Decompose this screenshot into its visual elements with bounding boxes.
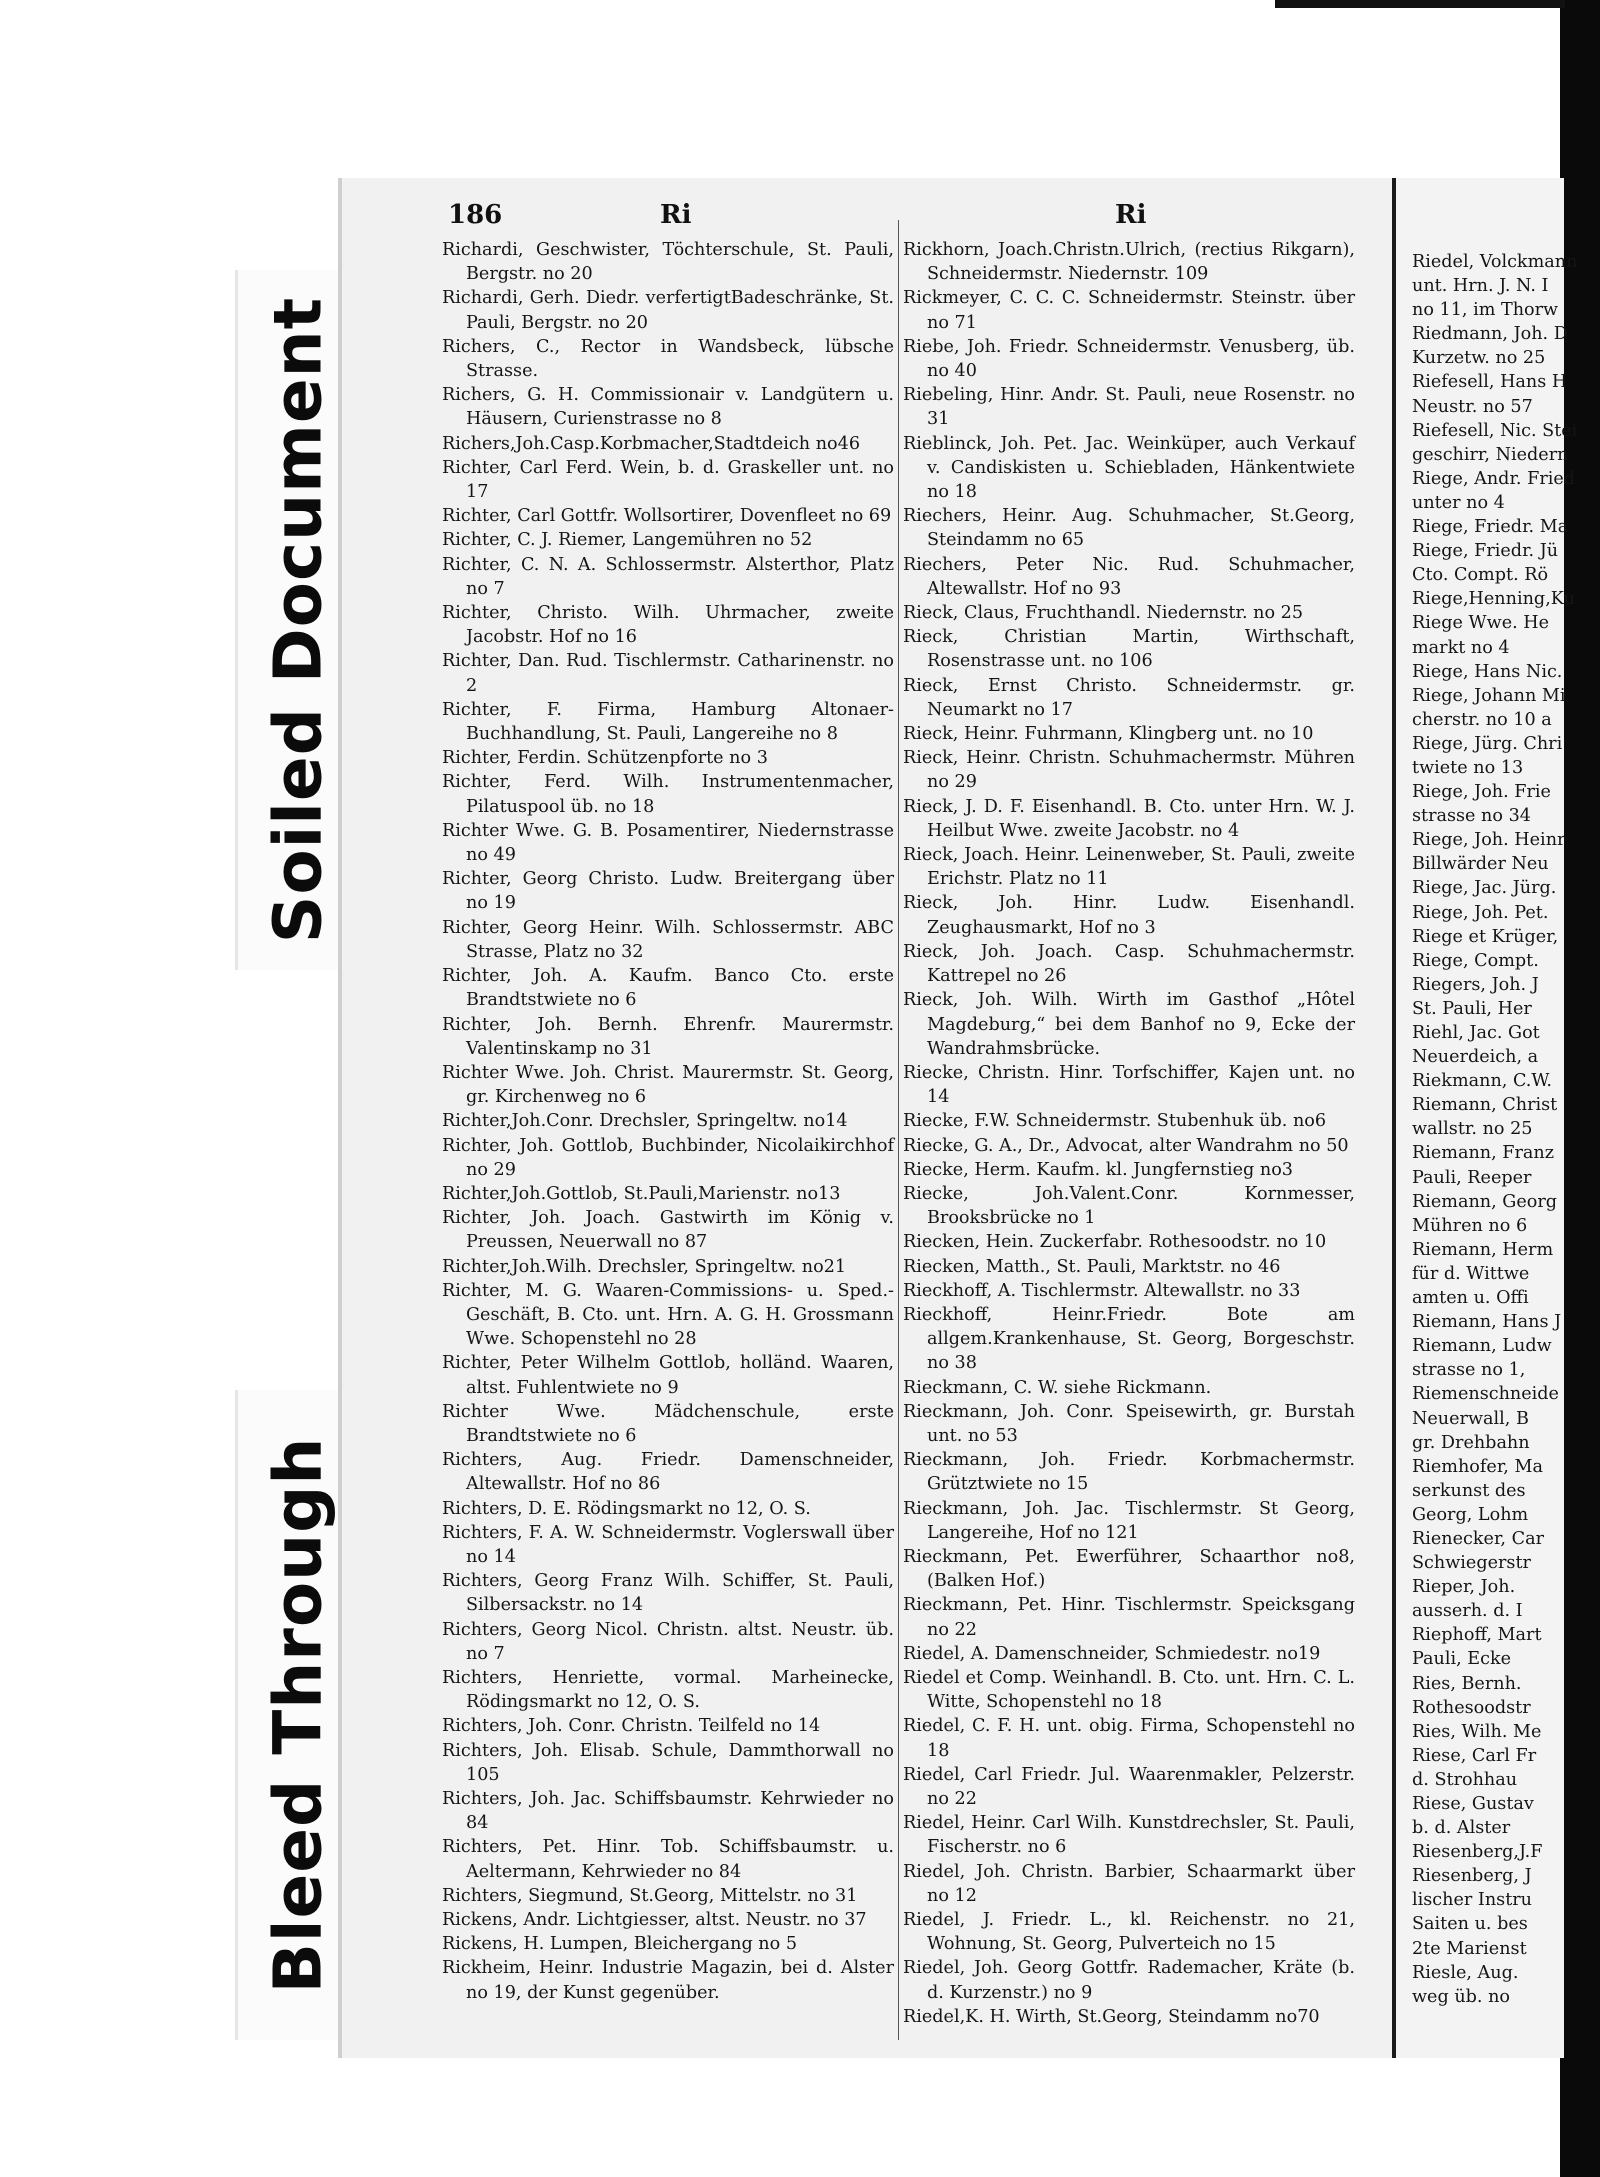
directory-entry: Riege Wwe. He [1412, 613, 1550, 634]
directory-entry: Neuerdeich, a [1412, 1047, 1539, 1068]
directory-entry: Rieckmann, Joh. Jac. Tischlermstr. St Georg, Langereihe, Hof no 121 [903, 1498, 1355, 1543]
directory-entry: Riemann, Ludw [1412, 1336, 1552, 1357]
directory-entry: Riefesell, Hans H [1412, 372, 1568, 393]
directory-entry: Richters, Aug. Friedr. Damenschneider, Altewallstr. Hof no 86 [442, 1450, 894, 1495]
directory-entry: Riephoff, Mart [1412, 1625, 1542, 1646]
directory-entry: lischer Instru [1412, 1890, 1533, 1911]
directory-entry: Pauli, Reeper [1412, 1167, 1532, 1188]
directory-entry: Riese, Gustav [1412, 1794, 1534, 1814]
directory-entry: Riesenberg, J [1412, 1866, 1532, 1887]
directory-entry: Richter, Georg Heinr. Wilh. Schlossermstr. ABC Strasse, Platz no 32 [442, 917, 894, 962]
directory-entry: Cto. Compt. Rö [1412, 565, 1549, 586]
directory-entry: Riege, Friedr. Jü [1412, 541, 1559, 562]
directory-entry: d. Strohhau [1412, 1769, 1518, 1790]
directory-entry: Riedel, C. F. H. unt. obig. Firma, Schopenstehl no 18 [903, 1716, 1355, 1761]
directory-entry: Riege, Friedr. Ma [1412, 517, 1569, 538]
directory-entry: Billwärder Neu [1412, 854, 1549, 875]
directory-entry: Richter, Christo. Wilh. Uhrmacher, zweite Jacobstr. Hof no 16 [442, 603, 894, 648]
directory-entry: wallstr. no 25 [1412, 1119, 1533, 1140]
directory-entry: Riedel, Joh. Georg Gottfr. Rademacher, Kräte (b. d. Kurzenstr.) no 9 [903, 1958, 1355, 2003]
directory-entry: Rieckhoff, A. Tischlermstr. Altewallstr. no 33 [903, 1280, 1301, 1301]
directory-entry: Rieck, Joach. Heinr. Leinenweber, St. Pauli, zweite Erichstr. Platz no 11 [903, 845, 1355, 890]
directory-entry: Richters, Joh. Conr. Christn. Teilfeld no 14 [442, 1716, 821, 1737]
directory-entry: Richter, C. N. A. Schlossermstr. Alsterthor, Platz no 7 [442, 554, 894, 599]
directory-entry: Riecke, F.W. Schneidermstr. Stubenhuk üb. no6 [903, 1111, 1327, 1132]
directory-entry: Riebeling, Hinr. Andr. St. Pauli, neue Rosenstr. no 31 [903, 385, 1355, 430]
directory-entry: Riemann, Franz [1412, 1143, 1555, 1164]
directory-entry: Riege, Jürg. Chri [1412, 733, 1563, 754]
directory-entry: Georg, Lohm [1412, 1504, 1529, 1525]
directory-entry: Rickens, H. Lumpen, Bleichergang no 5 [442, 1934, 798, 1955]
directory-entry: Rieckhoff, Heinr.Friedr. Bote am allgem.Krankenhause, St. Georg, Borgeschstr. no 38 [903, 1304, 1355, 1374]
directory-entry: Riege, Joh. Frie [1412, 782, 1551, 803]
directory-entry: Rieckmann, Pet. Hinr. Tischlermstr. Speicksgang no 22 [903, 1595, 1355, 1640]
directory-entry: Kurzetw. no 25 [1412, 348, 1546, 369]
directory-entry: Rieper, Joh. [1412, 1577, 1516, 1598]
directory-entry: Richters, D. E. Rödingsmarkt no 12, O. S. [442, 1498, 811, 1519]
directory-entry: ausserh. d. I [1412, 1601, 1523, 1622]
directory-entry: Rieck, Heinr. Christn. Schuhmachermstr. Mühren no 29 [903, 748, 1355, 793]
soiled-document-text: Soiled Document [259, 296, 337, 944]
directory-entry: Richter, Carl Ferd. Wein, b. d. Graskeller unt. no 17 [442, 457, 894, 503]
directory-entry: Rieck, Joh. Hinr. Ludw. Eisenhandl. Zeughausmarkt, Hof no 3 [903, 893, 1355, 938]
directory-entry: Riemenschneide [1412, 1384, 1559, 1405]
directory-entry: Rickmeyer, C. C. C. Schneidermstr. Steinstr. über no 71 [903, 288, 1355, 333]
directory-entry: Riebe, Joh. Friedr. Schneidermstr. Venusberg, üb. no 40 [903, 336, 1355, 382]
directory-entry: Riedel, Heinr. Carl Wilh. Kunstdrechsler, St. Pauli, Fischerstr. no 6 [903, 1813, 1355, 1858]
directory-entry: Richardi, Gerh. Diedr. verfertigtBadeschränke, St. Pauli, Bergstr. no 20 [442, 288, 894, 333]
directory-entry: Rieblinck, Joh. Pet. Jac. Weinküper, auch Verkauf v. Candiskisten u. Schiebladen, Hänkentwiete no 18 [903, 433, 1355, 503]
directory-entry: Riecke, G. A., Dr., Advocat, alter Wandrahm no 50 [903, 1135, 1349, 1156]
directory-entry: Richters, Joh. Elisab. Schule, Dammthorwall no 105 [442, 1740, 894, 1785]
directory-entry: Riege, Jac. Jürg. [1412, 878, 1557, 899]
directory-entry: Richter, Joh. A. Kaufm. Banco Cto. erste Brandtstwiete no 6 [442, 966, 894, 1011]
directory-entry: geschirr, Niedern [1412, 444, 1569, 465]
directory-entry: Riedel, Joh. Christn. Barbier, Schaarmarkt über no 12 [903, 1861, 1355, 1906]
directory-entry: Neustr. no 57 [1412, 396, 1533, 417]
directory-entry: Pauli, Ecke [1412, 1649, 1512, 1670]
directory-entry: Richter, Carl Gottfr. Wollsortirer, Dovenfleet no 69 [442, 506, 892, 527]
directory-entry: Riekmann, C.W. [1412, 1071, 1552, 1092]
directory-entry: Riecke, Herm. Kaufm. kl. Jungfernstieg no3 [903, 1159, 1294, 1180]
running-head-right: Ri [1115, 200, 1147, 230]
directory-entry: Riese, Carl Fr [1412, 1745, 1537, 1766]
directory-entry: Schwiegerstr [1412, 1553, 1531, 1574]
directory-entry: Richter, Dan. Rud. Tischlermstr. Catharinenstr. no 2 [442, 651, 894, 696]
directory-entry: Rieck, Joh. Joach. Casp. Schuhmachermstr. Kattrepel no 26 [903, 941, 1355, 987]
directory-entry: amten u. Offi [1412, 1288, 1529, 1309]
directory-entry: Richters, Pet. Hinr. Tob. Schiffsbaumstr. u. Aeltermann, Kehrwieder no 84 [442, 1837, 894, 1882]
directory-entry: St. Pauli, Her [1412, 998, 1532, 1019]
directory-entry: Rickhorn, Joach.Christn.Ulrich, (rectius Rikgarn), Schneidermstr. Niedernstr. 109 [903, 240, 1355, 285]
directory-entry: Riemann, Herm [1412, 1239, 1554, 1260]
directory-entry: weg üb. no [1412, 1986, 1511, 2007]
directory-entry: Riege, Andr. Fried [1412, 468, 1576, 489]
directory-entry: Richters, Georg Franz Wilh. Schiffer, St. Pauli, Silbersackstr. no 14 [442, 1571, 894, 1616]
directory-entry: Riedel, A. Damenschneider, Schmiedestr. no19 [903, 1643, 1321, 1664]
directory-entry: strasse no 34 [1412, 806, 1531, 827]
scan-top-edge [1275, 0, 1565, 8]
bleed-through-text: Bleed Through [259, 1436, 337, 1994]
directory-entry: Ries, Bernh. [1412, 1673, 1522, 1694]
directory-entry: Richter, Joh. Gottlob, Buchbinder, Nicolaikirchhof no 29 [442, 1135, 894, 1180]
directory-entry: Riege,Henning,Ku [1412, 589, 1575, 610]
directory-entry: serkunst des [1412, 1480, 1526, 1501]
directory-entry: Richters, Georg Nicol. Christn. altst. Neustr. üb. no 7 [442, 1619, 894, 1664]
directory-entry: Riemann, Hans J [1412, 1312, 1562, 1333]
directory-entry: Riedel, J. Friedr. L., kl. Reichenstr. no 21, Wohnung, St. Georg, Pulverteich no 15 [903, 1910, 1355, 1955]
directory-entry: Riecke, Joh.Valent.Conr. Kornmesser, Brooksbrücke no 1 [903, 1183, 1355, 1229]
directory-entry: für d. Wittwe [1412, 1263, 1530, 1284]
directory-entry: Riecken, Hein. Zuckerfabr. Rothesoodstr. no 10 [903, 1232, 1327, 1253]
directory-entry: markt no 4 [1412, 637, 1510, 658]
directory-column-left [442, 238, 894, 2005]
directory-entry: Riemhofer, Ma [1412, 1456, 1543, 1477]
directory-entry: Rieckmann, Joh. Conr. Speisewirth, gr. Burstah unt. no 53 [903, 1401, 1355, 1446]
directory-column-facing-page [1412, 250, 1600, 2009]
directory-entry: Richters, Siegmund, St.Georg, Mittelstr. no 31 [442, 1885, 858, 1906]
directory-entry: Richters, Joh. Jac. Schiffsbaumstr. Kehrwieder no 84 [442, 1789, 894, 1834]
directory-entry: Rieck, Heinr. Fuhrmann, Klingberg unt. no 10 [903, 724, 1314, 745]
directory-entry: Richers,Joh.Casp.Korbmacher,Stadtdeich no46 [442, 433, 861, 454]
directory-entry: Riege, Joh. Pet. [1412, 902, 1549, 923]
directory-entry: Richter, Joh. Bernh. Ehrenfr. Maurermstr. Valentinskamp no 31 [442, 1014, 894, 1059]
directory-entry: Richter, C. J. Riemer, Langemühren no 52 [442, 530, 813, 551]
directory-entry: Riechers, Peter Nic. Rud. Schuhmacher, Altewallstr. Hof no 93 [903, 554, 1355, 599]
directory-entry: Richter, Joh. Joach. Gastwirth im König v. Preussen, Neuerwall no 87 [442, 1208, 894, 1253]
directory-entry: Richters, F. A. W. Schneidermstr. Voglerswall über no 14 [442, 1522, 894, 1567]
directory-entry: Rieckmann, Pet. Ewerführer, Schaarthor no8, (Balken Hof.) [903, 1546, 1355, 1592]
directory-entry: Richter Wwe. Joh. Christ. Maurermstr. St. Georg, gr. Kirchenweg no 6 [442, 1062, 894, 1108]
directory-entry: Rickens, Andr. Lichtgiesser, altst. Neustr. no 37 [442, 1910, 867, 1931]
directory-entry: Riege, Joh. Heinr [1412, 830, 1566, 851]
directory-entry: cherstr. no 10 a [1412, 709, 1552, 730]
directory-entry: Riemann, Christ [1412, 1095, 1558, 1116]
directory-entry: Riesenberg,J.F [1412, 1842, 1543, 1863]
directory-entry: Riedel et Comp. Weinhandl. B. Cto. unt. Hrn. C. L. Witte, Schopenstehl no 18 [903, 1667, 1355, 1713]
directory-entry: gr. Drehbahn [1412, 1432, 1530, 1453]
directory-entry: Riemann, Georg [1412, 1191, 1558, 1212]
directory-entry: Neuerwall, B [1412, 1408, 1529, 1429]
directory-entry: Richardi, Geschwister, Töchterschule, St. Pauli, Bergstr. no 20 [442, 240, 894, 285]
directory-entry: no 11, im Thorw [1412, 300, 1559, 321]
directory-entry: Richers, C., Rector in Wandsbeck, lübsche Strasse. [442, 336, 894, 382]
directory-entry: Riehl, Jac. Got [1412, 1023, 1540, 1043]
directory-entry: Riege, Johann Mi [1412, 685, 1566, 706]
directory-entry: Richter, Peter Wilhelm Gottlob, holländ. Waaren, altst. Fuhlentwiete no 9 [442, 1353, 894, 1398]
directory-entry: Riege, Hans Nic. [1412, 661, 1563, 682]
directory-entry: twiete no 13 [1412, 757, 1524, 778]
directory-entry: Riechers, Heinr. Aug. Schuhmacher, St.Georg, Steindamm no 65 [903, 506, 1355, 551]
directory-entry: Riegers, Joh. J [1412, 974, 1539, 995]
directory-entry: Rieckmann, Joh. Friedr. Korbmachermstr. Grütztwiete no 15 [903, 1450, 1355, 1495]
directory-entry: Riege, Compt. [1412, 950, 1539, 971]
directory-entry: Mühren no 6 [1412, 1215, 1528, 1236]
directory-entry: Richter,Joh.Gottlob, St.Pauli,Marienstr. no13 [442, 1183, 841, 1204]
directory-entry: Richter, Ferd. Wilh. Instrumentenmacher, Pilatuspool üb. no 18 [442, 772, 894, 817]
directory-entry: Rieck, Christian Martin, Wirthschaft, Rosenstrasse unt. no 106 [903, 627, 1355, 672]
directory-entry: 2te Marienst [1412, 1938, 1527, 1959]
page-number: 186 [448, 200, 503, 230]
directory-entry: Rieck, Joh. Wilh. Wirth im Gasthof „Hôtel Magdeburg,“ bei dem Banhof no 9, Ecke der Wandrahmsbrücke. [903, 990, 1355, 1059]
directory-entry: Richter, F. Firma, Hamburg Altonaer-Buchhandlung, St. Pauli, Langereihe no 8 [442, 699, 894, 745]
directory-entry: Rickheim, Heinr. Industrie Magazin, bei d. Alster no 19, der Kunst gegenüber. [442, 1958, 894, 2003]
directory-entry: Ries, Wilh. Me [1412, 1721, 1542, 1742]
directory-entry: unt. Hrn. J. N. I [1412, 276, 1549, 297]
directory-column-right [903, 238, 1355, 2029]
directory-entry: Richter Wwe. Mädchenschule, erste Brandtstwiete no 6 [442, 1401, 894, 1446]
directory-entry: Richter,Joh.Conr. Drechsler, Springeltw. no14 [442, 1111, 848, 1132]
directory-entry: Rieck, Claus, Fruchthandl. Niedernstr. no 25 [903, 603, 1304, 624]
directory-entry: Rieck, Ernst Christo. Schneidermstr. gr. Neumarkt no 17 [903, 675, 1355, 720]
directory-entry: Riedel,K. H. Wirth, St.Georg, Steindamm no70 [903, 2006, 1320, 2027]
directory-entry: Richter,Joh.Wilh. Drechsler, Springeltw. no21 [442, 1256, 847, 1277]
directory-entry: Riefesell, Nic. Stei [1412, 420, 1578, 441]
directory-entry: Rienecker, Car [1412, 1528, 1544, 1549]
directory-entry: Riecke, Christn. Hinr. Torfschiffer, Kajen unt. no 14 [903, 1062, 1355, 1108]
directory-entry: Riedel, Carl Friedr. Jul. Waarenmakler, Pelzerstr. no 22 [903, 1764, 1355, 1809]
directory-entry: Riedel, Volckmann [1412, 252, 1578, 272]
directory-entry: Richters, Henriette, vormal. Marheinecke, Rödingsmarkt no 12, O. S. [442, 1667, 894, 1713]
directory-entry: Richter, Georg Christo. Ludw. Breitergang über no 19 [442, 869, 894, 914]
directory-entry: Riege et Krüger, [1412, 926, 1559, 947]
directory-entry: b. d. Alster [1412, 1818, 1511, 1839]
directory-entry: Rothesoodstr [1412, 1697, 1531, 1718]
directory-entry: Richter, M. G. Waaren-Commissions- u. Sped.-Geschäft, B. Cto. unt. Hrn. A. G. H. Grossmann Wwe. Schopenstehl no 28 [442, 1280, 894, 1350]
directory-entry: strasse no 1, [1412, 1360, 1526, 1381]
directory-entry: Rieck, J. D. F. Eisenhandl. B. Cto. unter Hrn. W. J. Heilbut Wwe. zweite Jacobstr. no 4 [903, 796, 1355, 841]
directory-entry: Saiten u. bes [1412, 1914, 1528, 1935]
directory-entry: unter no 4 [1412, 492, 1505, 513]
directory-entry: Richter, Ferdin. Schützenpforte no 3 [442, 748, 768, 769]
column-divider [898, 220, 899, 2040]
directory-entry: Rieckmann, C. W. siehe Rickmann. [903, 1377, 1212, 1398]
directory-entry: Riesle, Aug. [1412, 1962, 1519, 1983]
directory-entry: Richers, G. H. Commissionair v. Landgütern u. Häusern, Curienstrasse no 8 [442, 385, 894, 430]
running-head-left: Ri [660, 200, 692, 230]
directory-entry: Riedmann, Joh. D [1412, 324, 1568, 345]
directory-entry: Richter Wwe. G. B. Posamentirer, Niedernstrasse no 49 [442, 820, 894, 866]
directory-entry: Riecken, Matth., St. Pauli, Marktstr. no 46 [903, 1256, 1281, 1277]
